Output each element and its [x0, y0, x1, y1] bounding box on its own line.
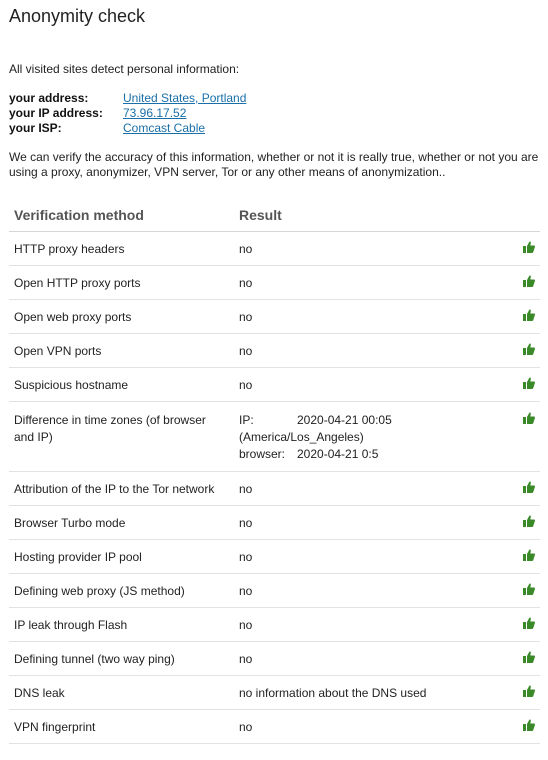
result-cell: no	[234, 472, 510, 506]
method-cell: Open VPN ports	[9, 334, 234, 368]
thumbs-up-icon	[523, 413, 535, 427]
thumbs-up-icon	[523, 550, 535, 564]
address-link[interactable]: United States, Portland	[123, 91, 247, 105]
thumbs-up-icon	[523, 344, 535, 358]
result-cell: no	[234, 540, 510, 574]
thumbs-up-icon	[523, 310, 535, 324]
timezone-result	[239, 412, 505, 429]
table-row	[9, 368, 540, 402]
method-cell: IP leak through Flash	[9, 608, 234, 642]
method-cell: Browser Turbo mode	[9, 506, 234, 540]
table-row	[9, 232, 540, 266]
thumbs-up-icon	[523, 618, 535, 632]
table-row	[9, 472, 540, 506]
thumbs-up-icon	[523, 482, 535, 496]
result-cell: no	[234, 574, 510, 608]
thumbs-up-icon	[523, 720, 535, 734]
status-cell	[510, 300, 540, 334]
verification-table	[9, 199, 540, 744]
page-title: Anonymity check	[9, 6, 146, 26]
status-cell	[510, 574, 540, 608]
thumbs-up-icon	[523, 378, 535, 392]
result-cell: no	[234, 506, 510, 540]
ip-row	[9, 106, 246, 121]
thumbs-up-icon	[523, 686, 535, 700]
table-row	[9, 574, 540, 608]
timezone-browser	[239, 446, 505, 463]
personal-info	[9, 91, 246, 136]
table-row	[9, 676, 540, 710]
thumbs-up-icon	[523, 242, 535, 256]
method-cell: DNS leak	[9, 676, 234, 710]
thumbs-up-icon	[523, 516, 535, 530]
tz-ip-label: IP:	[239, 413, 254, 427]
ip-link[interactable]: 73.96.17.52	[123, 106, 187, 120]
status-cell	[510, 402, 540, 472]
tz-browser-label: browser:	[239, 447, 286, 461]
method-cell: Hosting provider IP pool	[9, 540, 234, 574]
result-cell: no	[234, 368, 510, 402]
table-row	[9, 334, 540, 368]
header-icon	[510, 199, 540, 232]
status-cell	[510, 334, 540, 368]
thumbs-up-icon	[523, 584, 535, 598]
table-row	[9, 506, 540, 540]
status-cell	[510, 232, 540, 266]
method-cell: Open HTTP proxy ports	[9, 266, 234, 300]
method-cell: Open web proxy ports	[9, 300, 234, 334]
status-cell	[510, 608, 540, 642]
tz-browser-value: 2020-04-21 0:5	[297, 447, 379, 461]
status-cell	[510, 472, 540, 506]
method-cell: VPN fingerprint	[9, 710, 234, 744]
result-cell: no	[234, 642, 510, 676]
result-cell: no	[234, 266, 510, 300]
isp-label: your ISP:	[9, 121, 62, 135]
thumbs-up-icon	[523, 652, 535, 666]
thumbs-up-icon	[523, 276, 535, 290]
header-result: Result	[234, 199, 510, 232]
intro-text: All visited sites detect personal information:	[9, 62, 240, 76]
header-method: Verification method	[9, 199, 234, 232]
method-cell: Attribution of the IP to the Tor network	[9, 472, 234, 506]
status-cell	[510, 506, 540, 540]
method-cell: Defining web proxy (JS method)	[9, 574, 234, 608]
isp-row	[9, 121, 246, 136]
table-row	[9, 266, 540, 300]
method-cell: Suspicious hostname	[9, 368, 234, 402]
status-cell	[510, 368, 540, 402]
result-cell	[234, 402, 510, 472]
address-row	[9, 91, 246, 106]
status-cell	[510, 266, 540, 300]
method-cell: HTTP proxy headers	[9, 232, 234, 266]
table-row	[9, 642, 540, 676]
table-row	[9, 608, 540, 642]
table-row	[9, 402, 540, 472]
method-cell: Defining tunnel (two way ping)	[9, 642, 234, 676]
result-cell: no	[234, 608, 510, 642]
status-cell	[510, 642, 540, 676]
ip-label: your IP address:	[9, 106, 103, 120]
table-row	[9, 540, 540, 574]
tz-ip-value: 2020-04-21 00:05	[297, 413, 392, 427]
status-cell	[510, 676, 540, 710]
result-cell: no	[234, 300, 510, 334]
result-cell: no	[234, 334, 510, 368]
method-cell: Difference in time zones (of browser and IP)	[9, 402, 234, 472]
isp-link[interactable]: Comcast Cable	[123, 121, 206, 135]
description-text: We can verify the accuracy of this information, whether or not it is really true, whether or not you are using a proxy, anonymizer, VPN server, Tor or any other means of anonymization..	[9, 150, 539, 179]
status-cell	[510, 540, 540, 574]
result-cell: no	[234, 710, 510, 744]
table-row	[9, 300, 540, 334]
result-cell: no information about the DNS used	[234, 676, 510, 710]
result-cell: no	[234, 232, 510, 266]
status-cell	[510, 710, 540, 744]
address-label: your address:	[9, 91, 89, 105]
table-row	[9, 710, 540, 744]
tz-zone: (America/Los_Angeles)	[239, 430, 364, 444]
table-header-row	[9, 199, 540, 232]
